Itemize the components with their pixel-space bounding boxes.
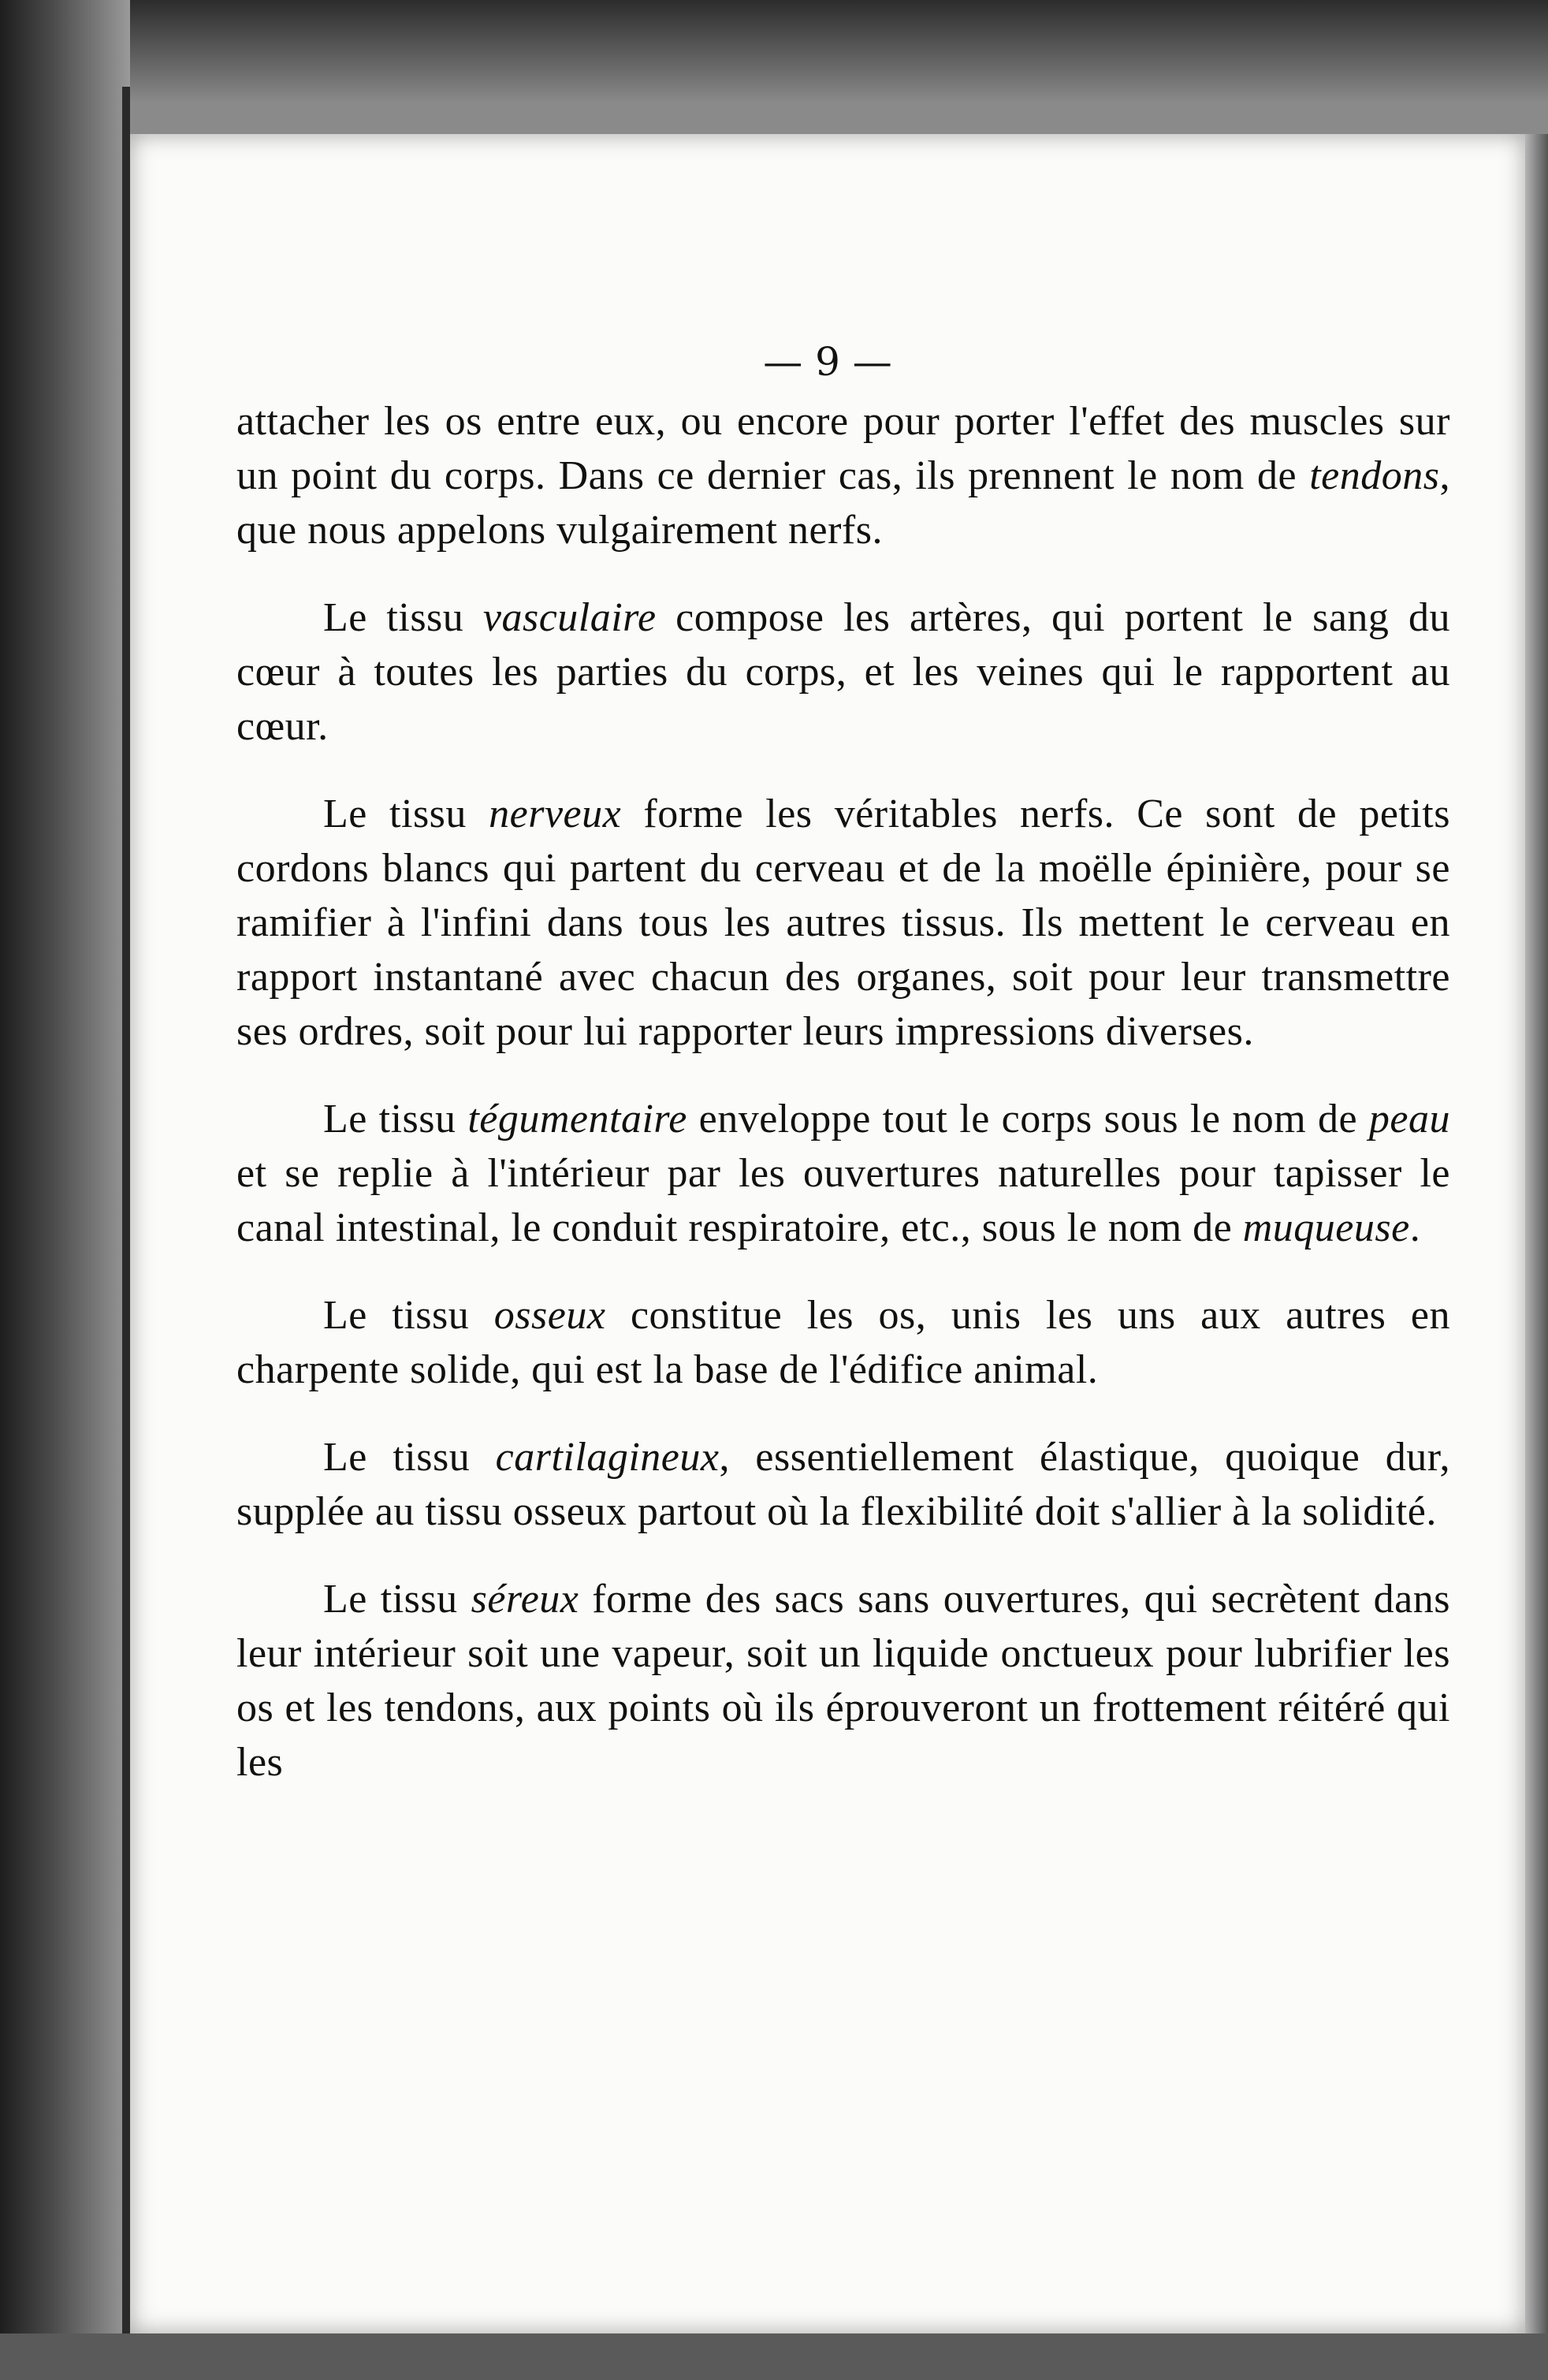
text-run: Le tissu: [323, 1097, 468, 1142]
italic-term: muqueuse: [1242, 1205, 1410, 1250]
italic-term: tégumentaire: [467, 1097, 687, 1142]
text-run: forme les véritables nerfs. Ce sont de petits cordons blancs qui partent du cerveau et de la moëlle épinière, pour se ramifier à l'infini dans tous les autres tissus. Ils mettent le cerveau en rapport instantané avec chacun des organes, soit pour leur transmettre ses ordres, soit pour lui rapporter leurs impressions diverses.: [236, 791, 1450, 1054]
text-run: , que nous appelons vulgairement nerfs.: [236, 453, 1450, 553]
paragraph: [236, 1572, 1450, 1790]
scan-background-bottom: [0, 2333, 1548, 2380]
paragraph: [236, 1092, 1450, 1255]
text-run: Le tissu: [323, 595, 483, 640]
scan-left-binding: [0, 0, 130, 2380]
book-page: [130, 134, 1525, 2333]
text-run: et se replie à l'intérieur par les ouvertures naturelles pour tapisser le canal intestinal, le conduit respiratoire, etc., sous le nom de: [236, 1151, 1450, 1250]
text-run: compose les artères, qui portent le sang du cœur à toutes les parties du corps, et les veines qui le rapportent au cœur.: [236, 595, 1450, 749]
binding-edge: [122, 87, 130, 2341]
text-run: enveloppe tout le corps sous le nom de: [687, 1097, 1369, 1142]
italic-term: nerveux: [489, 791, 622, 836]
text-run: forme des sacs sans ouvertures, qui secrètent dans leur intérieur soit une vapeur, soit un liquide onctueux pour lubrifier les os et les tendons, aux points où ils éprouveront un frottement réitéré qui les: [236, 1577, 1450, 1785]
italic-term: cartilagineux: [495, 1435, 720, 1480]
italic-term: vasculaire: [482, 595, 657, 640]
paragraph: [236, 590, 1450, 754]
italic-term: peau: [1368, 1097, 1450, 1142]
paragraph: [236, 787, 1450, 1059]
text-run: constitue les os, unis les uns aux autres en charpente solide, qui est la base de l'édifice animal.: [236, 1293, 1450, 1392]
text-run: Le tissu: [323, 1293, 494, 1338]
text-run: Le tissu: [323, 1435, 496, 1480]
text-run: attacher les os entre eux, ou encore pour porter l'effet des muscles sur un point du corps. Dans ce dernier cas, ils prennent le nom de: [236, 399, 1450, 498]
italic-term: osseux: [493, 1293, 606, 1338]
paragraph: [236, 1430, 1450, 1539]
text-run: Le tissu: [323, 791, 489, 836]
scan-right-edge: [1525, 134, 1548, 2333]
text-run: , essentiellement élastique, quoique dur, supplée au tissu osseux partout où la flexibilité doit s'allier à la solidité.: [236, 1435, 1450, 1534]
paragraph: [236, 1288, 1450, 1397]
scan-background-top: [0, 0, 1548, 102]
page-body: [236, 394, 1450, 1823]
page-number: — 9 —: [763, 339, 892, 385]
text-run: Le tissu: [323, 1577, 471, 1622]
italic-term: séreux: [471, 1577, 579, 1622]
italic-term: tendons: [1309, 453, 1440, 498]
text-run: .: [1409, 1205, 1421, 1250]
paragraph: [236, 394, 1450, 557]
